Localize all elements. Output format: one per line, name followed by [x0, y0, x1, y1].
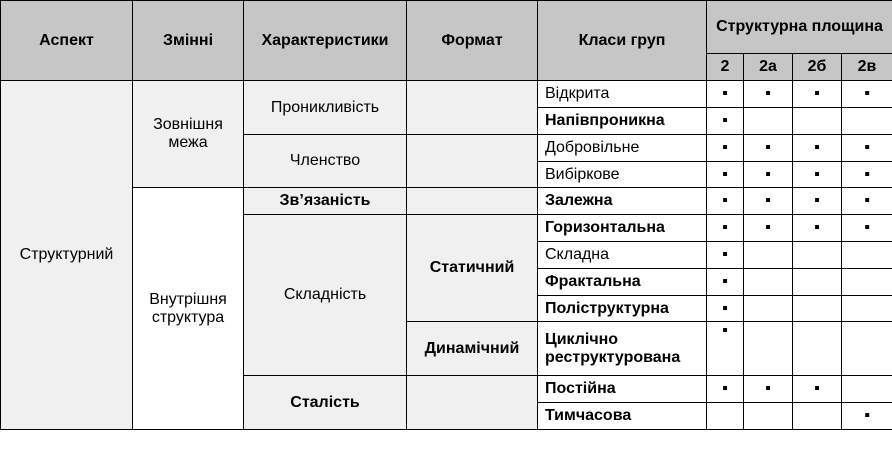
- format-empty-cell: [407, 81, 538, 135]
- class-cell: Відкрита: [538, 81, 707, 108]
- class-cell: Тимчасова: [538, 403, 707, 430]
- header-characteristics: Характеристики: [244, 1, 407, 81]
- mark-cell: ▪: [707, 108, 744, 135]
- mark-cell: [842, 242, 892, 269]
- mark-cell: ▪: [707, 242, 744, 269]
- characteristic-complexity: Складність: [244, 215, 407, 376]
- mark-cell: ▪: [744, 215, 793, 242]
- mark-cell: ▪: [707, 322, 744, 376]
- aspect-cell: Структурний: [1, 81, 133, 430]
- mark-cell: [793, 269, 842, 296]
- mark-cell: ▪: [793, 81, 842, 108]
- class-cell: Вибіркове: [538, 162, 707, 188]
- mark-cell: ▪: [842, 162, 892, 188]
- mark-cell: ▪: [707, 269, 744, 296]
- mark-cell: [793, 403, 842, 430]
- mark-cell: [793, 322, 842, 376]
- mark-cell: ▪: [744, 135, 793, 162]
- mark-cell: [793, 108, 842, 135]
- mark-cell: [744, 296, 793, 322]
- mark-cell: ▪: [707, 376, 744, 403]
- header-plane-2v: 2в: [842, 54, 892, 81]
- mark-cell: ▪: [793, 215, 842, 242]
- characteristic-connectedness: Зв’язаність: [244, 188, 407, 215]
- mark-cell: ▪: [842, 403, 892, 430]
- characteristic-membership: Членство: [244, 135, 407, 188]
- mark-cell: ▪: [842, 81, 892, 108]
- mark-cell: [744, 269, 793, 296]
- mark-cell: [842, 108, 892, 135]
- characteristic-stability: Сталість: [244, 376, 407, 430]
- mark-cell: [842, 269, 892, 296]
- header-group-classes: Класи груп: [538, 1, 707, 81]
- variable-outer-boundary: Зовнішня межа: [133, 81, 244, 188]
- mark-cell: [842, 296, 892, 322]
- class-cell: Залежна: [538, 188, 707, 215]
- mark-cell: [744, 322, 793, 376]
- header-variables: Змінні: [133, 1, 244, 81]
- variable-inner-structure: Внутрішня структура: [133, 188, 244, 430]
- format-empty-cell: [407, 188, 538, 215]
- table-row: [1, 188, 892, 215]
- mark-cell: [842, 322, 892, 376]
- mark-cell: ▪: [707, 81, 744, 108]
- header-plane-2b: 2б: [793, 54, 842, 81]
- header-plane-2a: 2а: [744, 54, 793, 81]
- mark-cell: [842, 376, 892, 403]
- mark-cell: ▪: [744, 162, 793, 188]
- format-empty-cell: [407, 376, 538, 430]
- mark-cell: [744, 403, 793, 430]
- mark-cell: ▪: [744, 376, 793, 403]
- class-cell: Напівпроникна: [538, 108, 707, 135]
- class-cell: Поліструктурна: [538, 296, 707, 322]
- mark-cell: ▪: [793, 376, 842, 403]
- mark-cell: ▪: [707, 188, 744, 215]
- mark-cell: [744, 242, 793, 269]
- mark-cell: ▪: [744, 188, 793, 215]
- header-row: [1, 1, 892, 54]
- mark-cell: ▪: [793, 162, 842, 188]
- characteristic-permeability: Проникливість: [244, 81, 407, 135]
- mark-cell: ▪: [744, 81, 793, 108]
- mark-cell: [793, 242, 842, 269]
- format-static: Статичний: [407, 215, 538, 322]
- class-cell: Циклічно реструктурована: [538, 322, 707, 376]
- mark-cell: [744, 108, 793, 135]
- mark-cell: [707, 403, 744, 430]
- mark-cell: ▪: [842, 215, 892, 242]
- header-plane-2: 2: [707, 54, 744, 81]
- mark-cell: ▪: [793, 188, 842, 215]
- mark-cell: ▪: [842, 188, 892, 215]
- class-cell: Добровільне: [538, 135, 707, 162]
- mark-cell: ▪: [707, 296, 744, 322]
- mark-cell: ▪: [793, 135, 842, 162]
- class-cell: Горизонтальна: [538, 215, 707, 242]
- header-structural-plane: Структурна площина: [707, 1, 892, 54]
- mark-cell: ▪: [707, 215, 744, 242]
- mark-cell: ▪: [842, 135, 892, 162]
- format-empty-cell: [407, 135, 538, 188]
- header-format: Формат: [407, 1, 538, 81]
- table-row: [1, 81, 892, 108]
- class-cell: Фрактальна: [538, 269, 707, 296]
- mark-cell: ▪: [707, 162, 744, 188]
- class-cell: Складна: [538, 242, 707, 269]
- format-dynamic: Динамічний: [407, 322, 538, 376]
- mark-cell: [793, 296, 842, 322]
- header-aspect: Аспект: [1, 1, 133, 81]
- mark-cell: ▪: [707, 135, 744, 162]
- class-cell: Постійна: [538, 376, 707, 403]
